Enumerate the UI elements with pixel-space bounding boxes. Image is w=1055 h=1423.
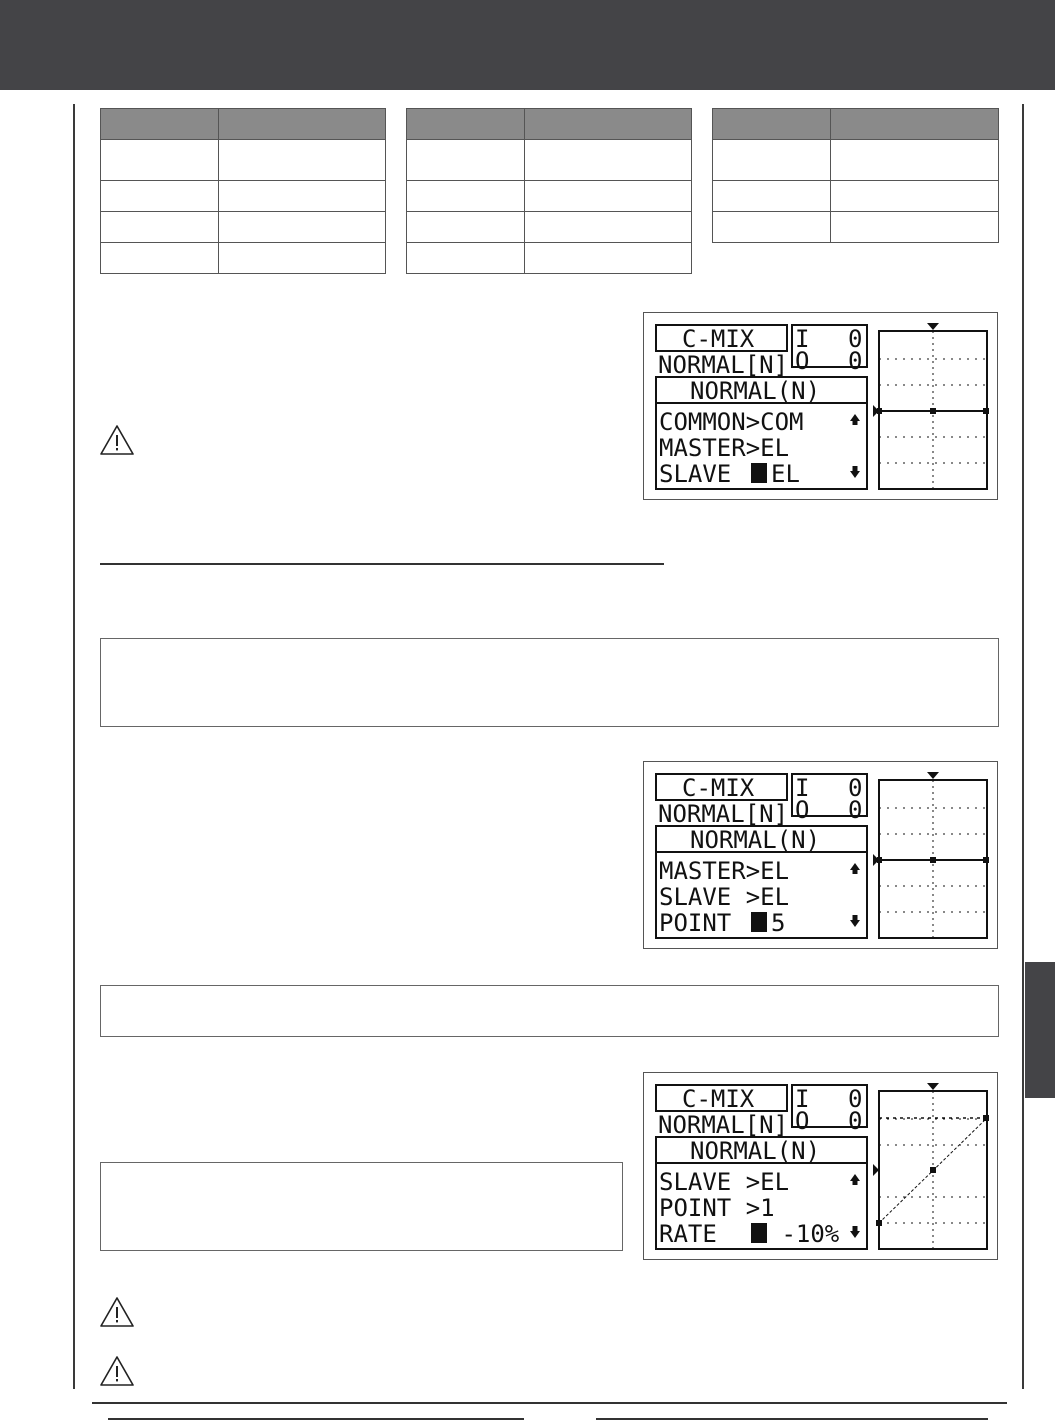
table-header-cell bbox=[713, 109, 831, 140]
table-cell bbox=[407, 181, 525, 212]
table-header-cell bbox=[219, 109, 386, 140]
scroll-down-icon bbox=[850, 920, 860, 927]
mode-label: NORMAL[N] bbox=[658, 351, 789, 379]
menu-row-slave: SLAVE >EL bbox=[659, 1168, 790, 1196]
menu-row-point-value: 5 bbox=[771, 909, 786, 937]
table-cell bbox=[713, 140, 831, 181]
table-header-cell bbox=[525, 109, 692, 140]
center-marker-icon bbox=[927, 1083, 939, 1090]
center-marker-icon bbox=[927, 772, 939, 779]
mix-curve-graph bbox=[873, 323, 989, 489]
table-cell bbox=[219, 212, 386, 243]
mode-label: NORMAL[N] bbox=[658, 800, 789, 828]
section-rule bbox=[100, 563, 664, 565]
table-cell bbox=[713, 181, 831, 212]
table-cell bbox=[525, 181, 692, 212]
cursor-block bbox=[751, 912, 767, 932]
settings-table-1 bbox=[100, 108, 386, 274]
table-cell bbox=[407, 243, 525, 274]
note-box-3 bbox=[100, 1162, 623, 1251]
settings-table-2 bbox=[406, 108, 692, 274]
scroll-down-icon bbox=[850, 471, 860, 478]
menu-row-master: MASTER>EL bbox=[659, 857, 790, 885]
menu-row-common: COMMON>COM bbox=[659, 408, 804, 436]
center-marker-icon bbox=[927, 323, 939, 330]
scroll-up-icon bbox=[850, 1174, 860, 1181]
table-cell bbox=[831, 140, 999, 181]
mode-label: NORMAL[N] bbox=[658, 1111, 789, 1139]
menu-row-slave-label: SLAVE bbox=[659, 460, 732, 488]
screen-title: C-MIX bbox=[682, 325, 755, 353]
page-header-bar bbox=[0, 0, 1055, 90]
io-out-label: O bbox=[795, 796, 810, 824]
io-in-label: I bbox=[795, 1085, 810, 1113]
table-cell bbox=[525, 140, 692, 181]
footer-rule-left bbox=[108, 1418, 524, 1420]
menu-row-master: MASTER>EL bbox=[659, 434, 790, 462]
note-box-1 bbox=[100, 638, 999, 727]
table-header-cell bbox=[831, 109, 999, 140]
scroll-down-icon bbox=[850, 1231, 860, 1238]
menu-row-rate-value: -10% bbox=[767, 1220, 840, 1248]
footer-rule-right bbox=[596, 1418, 988, 1420]
io-in-value: 0 bbox=[848, 325, 863, 353]
left-margin-rule bbox=[73, 104, 75, 1389]
cursor-block bbox=[751, 1223, 767, 1243]
table-cell bbox=[831, 212, 999, 243]
table-cell bbox=[219, 181, 386, 212]
lcd-screen-point bbox=[643, 761, 998, 949]
lcd-screen-rate bbox=[643, 1072, 998, 1260]
right-margin-rule bbox=[1022, 104, 1024, 1389]
menu-row-slave: SLAVE >EL bbox=[659, 883, 790, 911]
io-out-value: 0 bbox=[848, 796, 863, 824]
warning-icon bbox=[99, 424, 135, 456]
table-header-cell bbox=[101, 109, 219, 140]
table-cell bbox=[713, 212, 831, 243]
io-out-label: O bbox=[795, 1107, 810, 1135]
io-out-label: O bbox=[795, 347, 810, 375]
table-cell bbox=[219, 243, 386, 274]
io-in-value: 0 bbox=[848, 774, 863, 802]
mix-curve-graph bbox=[873, 772, 989, 938]
menu-row-point-label: POINT bbox=[659, 909, 732, 937]
table-cell bbox=[407, 140, 525, 181]
table-cell bbox=[101, 181, 219, 212]
io-out-value: 0 bbox=[848, 1107, 863, 1135]
warning-icon bbox=[99, 1355, 135, 1387]
table-cell bbox=[407, 212, 525, 243]
screen-title: C-MIX bbox=[682, 774, 755, 802]
table-header-cell bbox=[407, 109, 525, 140]
table-cell bbox=[525, 243, 692, 274]
io-out-value: 0 bbox=[848, 347, 863, 375]
mix-curve-graph bbox=[873, 1083, 989, 1249]
table-cell bbox=[101, 140, 219, 181]
condition-label: NORMAL(N) bbox=[690, 1137, 821, 1165]
warning-icon bbox=[99, 1296, 135, 1328]
io-in-label: I bbox=[795, 774, 810, 802]
settings-table-3 bbox=[712, 108, 999, 243]
menu-row-point: POINT >1 bbox=[659, 1194, 775, 1222]
condition-label: NORMAL(N) bbox=[690, 826, 821, 854]
io-in-label: I bbox=[795, 325, 810, 353]
chapter-side-tab bbox=[1025, 962, 1055, 1098]
io-in-value: 0 bbox=[848, 1085, 863, 1113]
table-cell bbox=[101, 243, 219, 274]
note-box-2 bbox=[100, 985, 999, 1037]
cursor-block bbox=[751, 463, 767, 483]
table-cell bbox=[101, 212, 219, 243]
scroll-up-icon bbox=[850, 863, 860, 870]
footer-rule bbox=[92, 1402, 1007, 1404]
table-cell bbox=[219, 140, 386, 181]
table-cell bbox=[525, 212, 692, 243]
condition-label: NORMAL(N) bbox=[690, 377, 821, 405]
table-cell bbox=[831, 181, 999, 212]
scroll-up-icon bbox=[850, 414, 860, 421]
menu-row-rate-label: RATE bbox=[659, 1220, 717, 1248]
menu-row-slave-value: EL bbox=[771, 460, 800, 488]
lcd-screen-common bbox=[643, 312, 998, 500]
screen-title: C-MIX bbox=[682, 1085, 755, 1113]
